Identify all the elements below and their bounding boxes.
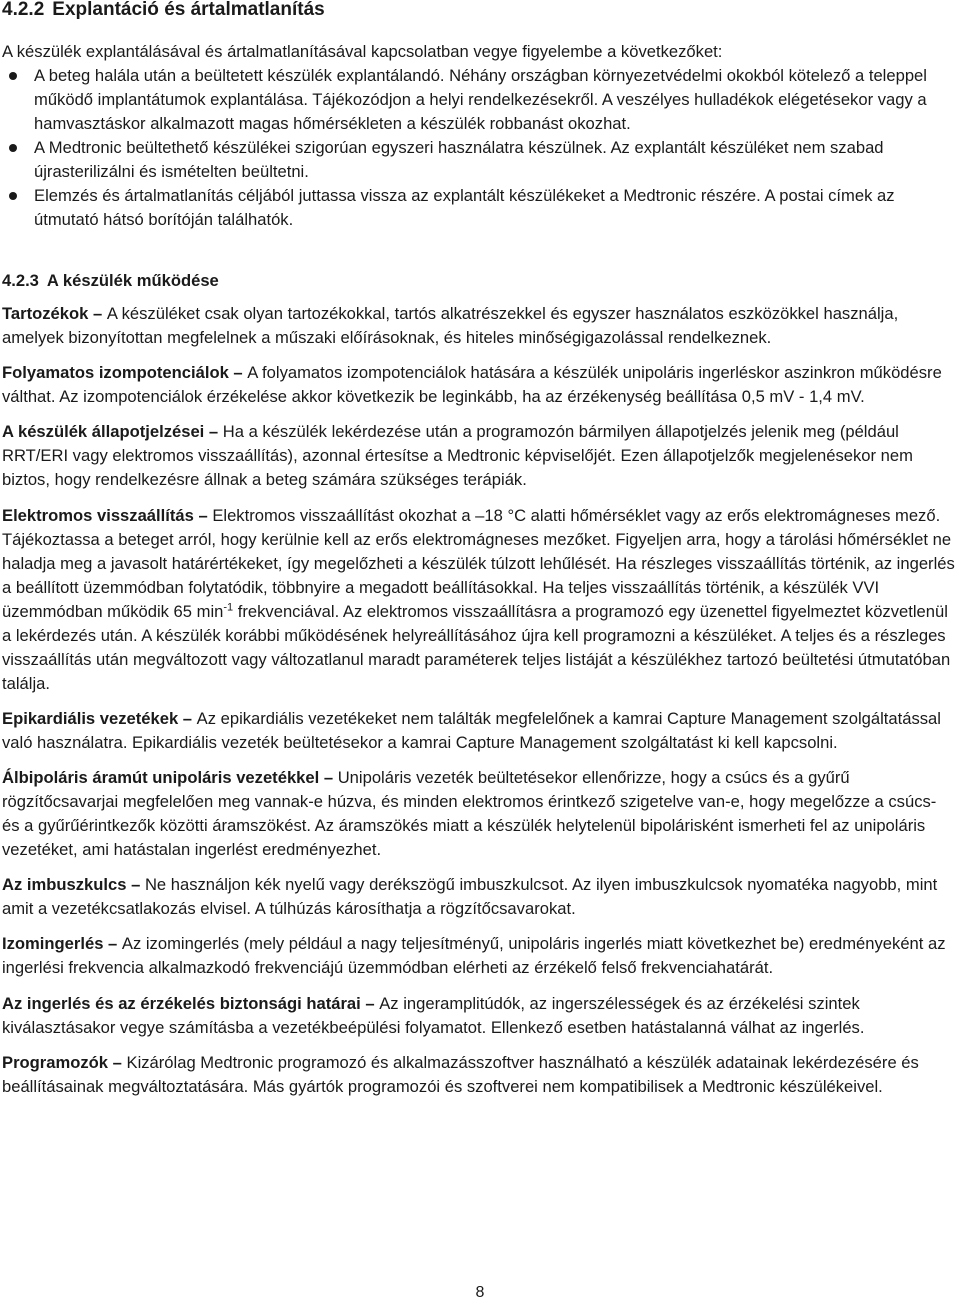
paragraph-text: Elektromos visszaállítást okozhat a –18 °C alatti hőmérséklet vagy az erős elektromágneses mező. Tájékoztassa a beteget arról, hogy kerülnie kell az erős elektromágneses mezőket. Figyeljen arra, hogy a tárolási hőmérséklet ne haladja meg a javasolt határértékeket, így megelőzheti a készülék túlzott lehűlését. Ha részleges visszaállítás történik, az ingerlés a beállított üzemmódban folytatódik, többnyire a megadott beállításokkal. Ha teljes visszaállítás történik, a készülék VVI üzemmódban működik 65 min (2, 505, 955, 621)
subsection-title: A készülék működése (46, 271, 219, 290)
bullet-text: Elemzés és ártalmatlanítás céljából juttassa vissza az explantált készülékeket a Medtronic részére. A postai címek az útmutató hátsó borítóján találhatók. (34, 186, 895, 229)
paragraph-programozok (2, 1051, 957, 1099)
paragraph-term: Álbipoláris áramút unipoláris vezetékkel – (2, 767, 338, 787)
paragraph-text: A folyamatos izompotenciálok hatására a készülék unipoláris ingerléskor aszinkron működésre válthat. Az izompotenciálok érzékelése akkor következik be leginkább, ha az érzékenység beállítása 0,5 mV - 1,4 mV. (2, 363, 942, 407)
bullet-text: A beteg halála után a beültetett készülék explantálandó. Néhány országban környezetvédelmi okokból kötelező a teleppel működő implantátumok explantálása. Tájékozódjon a helyi rendelkezésekről. A veszélyes hulladékok elégetésekor vagy a hamvasztáskor alkalmazott magas hőmérsékleten a készülék robbanást okozhat. (34, 66, 927, 133)
paragraph-izomingerles (2, 932, 957, 980)
paragraph-text: Az ingeramplitúdók, az ingerszélességek és az érzékelési szintek kiválasztásakor vegye számításba a vezetékbeépülési folyamatot. Ellenkező esetben hatástalanná válhat az ingerlés. (2, 993, 865, 1037)
paragraph-term: Az imbuszkulcs – (2, 875, 145, 895)
paragraph-text: Unipoláris vezeték beültetésekor ellenőrizze, hogy a csúcs és a gyűrű rögzítőcsavarjai megfelelően meg vannak-e húzva, és minden elektromos érintkező szigetelve van-e, hogy megelőzze a csúcs- és a gyűrűérintkezők közötti áramszökést. Az áramszökés miatt a készülék helytelenül bipolárisként ismerheti fel az unipoláris vezetéket, ami hatástalan ingerlést eredményezhet. (2, 767, 937, 859)
paragraph-term: Folyamatos izompotenciálok – (2, 363, 248, 383)
paragraph-text: Kizárólag Medtronic programozó és alkalmazásszoftver használható a készülék adatainak lekérdezésére és beállításainak megváltoztatására. Más gyártók programozói és szoftverei nem kompatibilisek a Medtronic készülékeivel. (2, 1052, 919, 1096)
superscript-exponent: -1 (223, 601, 234, 614)
paragraph-imbuszkulcs (2, 873, 957, 921)
paragraph-term: Epikardiális vezetékek – (2, 708, 197, 728)
paragraph-term: Programozók – (2, 1052, 127, 1072)
bullet-item (0, 64, 960, 136)
subsection-heading (2, 270, 219, 292)
paragraph-izompotencialok (2, 361, 957, 409)
paragraph-term: Elektromos visszaállítás – (2, 505, 213, 525)
bullet-icon (9, 192, 17, 200)
paragraph-text-continued: frekvenciával. Az elektromos visszaállításra a programozó egy üzenettel figyelmeztet közvetlenül a lekérdezés után. A készülék korábbi működésének helyreállításához újra kell programozni a készüléket. A teljes és a részleges visszaállítás után megváltozott vagy változatlanul maradt paraméterek teljes listáját a készülékhez tartozó beültetési útmutatóban találja. (2, 601, 951, 693)
paragraph-epikardialis (2, 707, 957, 755)
section-intro: A készülék explantálásával és ártalmatlanításával kapcsolatban vegye figyelembe a következőket: (2, 42, 723, 61)
paragraph-biztonsagi-hatarok (2, 992, 957, 1040)
bullet-text: A Medtronic beültethető készülékei szigorúan egyszeri használatra készülnek. Az explantált készüléket nem szabad újrasterilizálni és ismételten beültetni. (34, 138, 884, 181)
paragraph-text: Ne használjon kék nyelű vagy derékszögű imbuszkulcsot. Az ilyen imbuszkulcsok nyomatéka nagyobb, mint amit a vezetékcsatlakozás elvisel. A túlhúzás károsíthatja a rögzítőcsavarokat. (2, 875, 938, 919)
section-number: 4.2.2 (2, 0, 45, 20)
section-heading (2, 0, 325, 21)
paragraph-elektromos-visszaallitas (2, 504, 957, 696)
bullet-icon (9, 144, 17, 152)
bullet-item (0, 136, 960, 184)
paragraph-text: Ha a készülék lekérdezése után a programozón bármilyen állapotjelzés jelenik meg (például RRT/ERI vagy elektromos visszaállítás), azonnal értesítse a Medtronic képviselőjét. Ezen állapotjelzők megjelenésekor nem biztos, hogy rendelkezésre állnak a beteg számára szükséges terápiák. (2, 422, 913, 490)
paragraph-tartozekok (2, 302, 957, 350)
page-number: 8 (475, 1284, 485, 1301)
paragraph-text: Az izomingerlés (mely például a nagy teljesítményű, unipoláris ingerlés miatt következhet be) eredményeként az ingerlési frekvencia alkalmazkodó frekvenciájú üzemmódban elérheti az érzékelő felső frekvenciahatárát. (2, 934, 946, 978)
section-title: Explantáció és ártalmatlanítás (52, 0, 325, 20)
paragraph-list (2, 302, 957, 1110)
paragraph-albipolaris (2, 766, 957, 862)
paragraph-text: Az epikardiális vezetékeket nem találták megfelelőnek a kamrai Capture Management szolgáltatással való használatra. Epikardiális vezeték beültetésekor a kamrai Capture Management szolgáltatást ki kell kapcsolni. (2, 708, 941, 752)
paragraph-term: Az ingerlés és az érzékelés biztonsági határai – (2, 993, 380, 1013)
paragraph-term: A készülék állapotjelzései – (2, 422, 223, 442)
bullet-icon (9, 72, 17, 80)
paragraph-term: Izomingerlés – (2, 934, 122, 954)
paragraph-text: A készüléket csak olyan tartozékokkal, tartós alkatrészekkel és egyszer használatos eszközökkel használja, amelyek bizonyítottan megfelelnek a műszaki előírásoknak, és hiteles minőségigazolással rendelkeznek. (2, 304, 899, 347)
subsection-number: 4.2.3 (2, 271, 39, 290)
bullet-list (0, 64, 960, 232)
paragraph-term: Tartozékok – (2, 304, 107, 323)
paragraph-allapotjelzesek (2, 420, 957, 492)
bullet-item (0, 184, 960, 232)
